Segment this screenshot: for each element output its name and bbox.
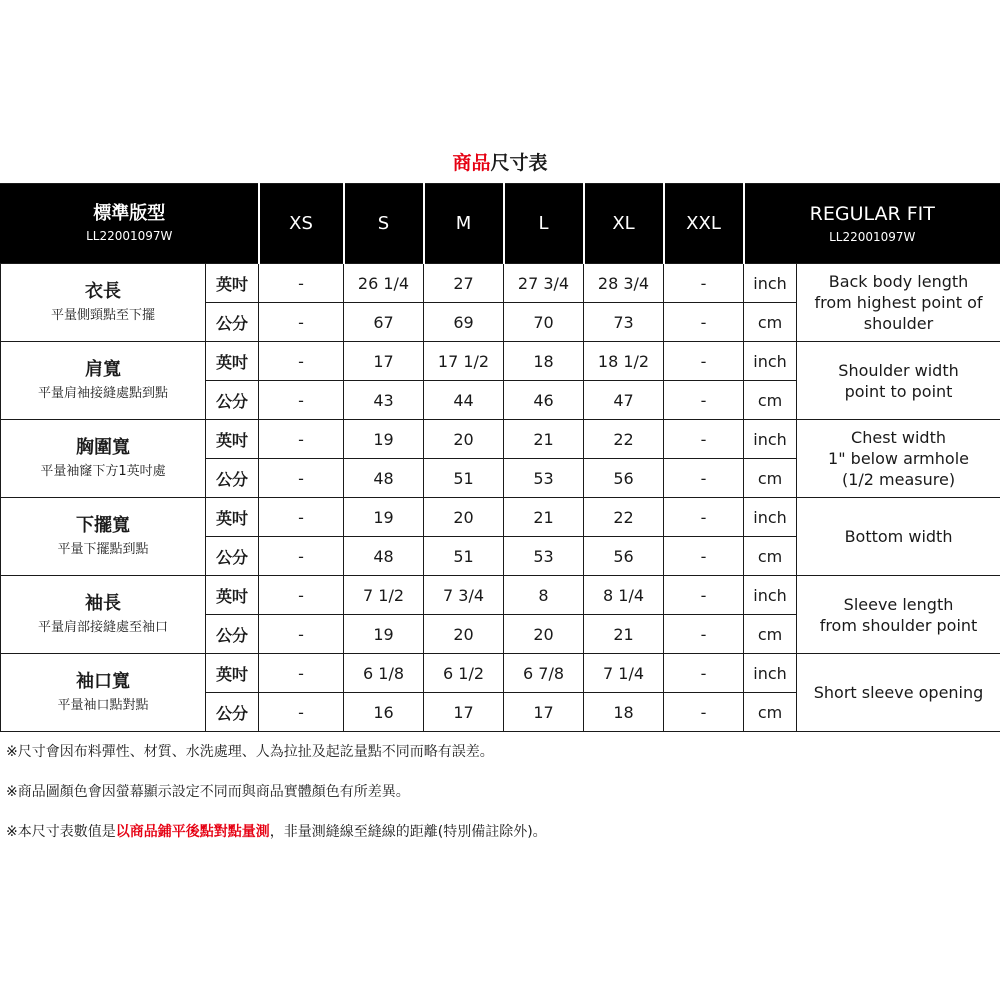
unit-inch-zh: 英吋 bbox=[206, 654, 259, 693]
header-fit-cell bbox=[1, 184, 259, 264]
measurement-name: 下擺寬 bbox=[76, 515, 130, 536]
measurement-desc-line: 1" below armhole bbox=[828, 449, 969, 468]
table-row bbox=[1, 654, 1000, 693]
value-cm-xl: 47 bbox=[584, 381, 664, 420]
value-cm-l: 70 bbox=[504, 303, 584, 342]
value-cm-l: 17 bbox=[504, 693, 584, 732]
measurement-desc-line: (1/2 measure) bbox=[841, 470, 956, 489]
measurement-method: 平量肩袖接縫處點到點 bbox=[37, 386, 168, 401]
size-header-xl: XL bbox=[584, 184, 664, 264]
note-measurement-pre: ※本尺寸表數值是 bbox=[6, 824, 116, 840]
value-inch-xs: - bbox=[259, 264, 344, 303]
value-cm-s: 19 bbox=[344, 615, 424, 654]
measurement-name: 胸圍寬 bbox=[76, 437, 130, 458]
unit-cm-zh: 公分 bbox=[206, 537, 259, 576]
value-cm-s: 16 bbox=[344, 693, 424, 732]
measurement-method: 平量袖口點對點 bbox=[57, 698, 149, 713]
unit-cm-en: cm bbox=[744, 693, 797, 732]
measurement-desc-en bbox=[797, 576, 1000, 654]
value-inch-s: 7 1/2 bbox=[344, 576, 424, 615]
measurement-desc-line: from shoulder point bbox=[819, 615, 978, 635]
measurement-desc-line: point to point bbox=[844, 381, 953, 401]
value-cm-m: 51 bbox=[424, 537, 504, 576]
unit-cm-zh: 公分 bbox=[206, 381, 259, 420]
measurement-desc-line: Sleeve length bbox=[843, 594, 954, 614]
value-cm-s: 67 bbox=[344, 303, 424, 342]
value-cm-xl: 21 bbox=[584, 615, 664, 654]
unit-inch-zh: 英吋 bbox=[206, 342, 259, 381]
measurement-name-cell bbox=[1, 498, 206, 576]
value-inch-m: 27 bbox=[424, 264, 504, 303]
table-row bbox=[1, 264, 1000, 303]
table-row bbox=[1, 576, 1000, 615]
measurement-desc-en bbox=[797, 342, 1000, 420]
value-cm-xxl: - bbox=[664, 615, 744, 654]
unit-cm-en: cm bbox=[744, 537, 797, 576]
measurement-method: 平量下擺點到點 bbox=[57, 542, 149, 557]
value-cm-xl: 73 bbox=[584, 303, 664, 342]
value-inch-l: 21 bbox=[504, 420, 584, 459]
measurement-desc-line: Back body length bbox=[828, 272, 969, 291]
value-inch-m: 7 3/4 bbox=[424, 576, 504, 615]
value-cm-xxl: - bbox=[664, 381, 744, 420]
note-tolerance: ※尺寸會因布料彈性、材質、水洗處理、人為拉扯及起訖量點不同而略有誤差。 bbox=[6, 744, 494, 760]
unit-cm-zh: 公分 bbox=[206, 693, 259, 732]
measurement-name: 袖口寬 bbox=[76, 671, 130, 692]
value-cm-xl: 56 bbox=[584, 459, 664, 498]
size-chart-body bbox=[1, 264, 1000, 732]
fit-label-en: REGULAR FIT bbox=[809, 202, 935, 225]
unit-cm-en: cm bbox=[744, 615, 797, 654]
size-header-l: L bbox=[504, 184, 584, 264]
value-cm-xs: - bbox=[259, 537, 344, 576]
value-cm-m: 51 bbox=[424, 459, 504, 498]
note-measurement-post: ，非量測縫線至縫線的距離(特別備註除外)。 bbox=[269, 824, 547, 840]
value-inch-xxl: - bbox=[664, 264, 744, 303]
measurement-desc-line: Short sleeve opening bbox=[813, 683, 984, 702]
unit-cm-zh: 公分 bbox=[206, 303, 259, 342]
value-inch-xs: - bbox=[259, 342, 344, 381]
unit-inch-zh: 英吋 bbox=[206, 498, 259, 537]
value-inch-xxl: - bbox=[664, 342, 744, 381]
value-inch-xs: - bbox=[259, 420, 344, 459]
measurement-desc-line: from highest point of bbox=[814, 293, 983, 312]
value-cm-xs: - bbox=[259, 615, 344, 654]
unit-inch-en: inch bbox=[744, 654, 797, 693]
size-header-xs: XS bbox=[259, 184, 344, 264]
unit-inch-en: inch bbox=[744, 420, 797, 459]
value-inch-m: 20 bbox=[424, 498, 504, 537]
value-inch-m: 20 bbox=[424, 420, 504, 459]
value-inch-xl: 28 3/4 bbox=[584, 264, 664, 303]
value-cm-l: 46 bbox=[504, 381, 584, 420]
value-cm-xs: - bbox=[259, 459, 344, 498]
measurement-name: 袖長 bbox=[85, 593, 121, 614]
value-inch-xxl: - bbox=[664, 576, 744, 615]
page-title-rest: 尺寸表 bbox=[490, 152, 548, 174]
unit-cm-en: cm bbox=[744, 459, 797, 498]
value-inch-s: 19 bbox=[344, 420, 424, 459]
value-cm-xxl: - bbox=[664, 693, 744, 732]
value-inch-xl: 18 1/2 bbox=[584, 342, 664, 381]
header-row bbox=[1, 184, 1000, 264]
value-cm-m: 20 bbox=[424, 615, 504, 654]
measurement-name-cell bbox=[1, 576, 206, 654]
value-inch-xl: 7 1/4 bbox=[584, 654, 664, 693]
unit-inch-en: inch bbox=[744, 498, 797, 537]
measurement-name-cell bbox=[1, 654, 206, 732]
unit-cm-zh: 公分 bbox=[206, 459, 259, 498]
value-inch-l: 18 bbox=[504, 342, 584, 381]
size-chart-table bbox=[0, 183, 1000, 732]
value-cm-xxl: - bbox=[664, 537, 744, 576]
fit-label-zh: 標準版型 bbox=[93, 202, 166, 224]
table-row bbox=[1, 498, 1000, 537]
measurement-method: 平量袖窿下方1英吋處 bbox=[40, 464, 166, 479]
value-inch-xxl: - bbox=[664, 498, 744, 537]
model-number-left: LL22001097W bbox=[86, 228, 173, 243]
value-inch-xl: 8 1/4 bbox=[584, 576, 664, 615]
measurement-desc-en bbox=[797, 498, 1000, 576]
note-color: ※商品圖顏色會因螢幕顯示設定不同而與商品實體顏色有所差異。 bbox=[6, 784, 410, 800]
value-cm-xs: - bbox=[259, 303, 344, 342]
value-cm-s: 43 bbox=[344, 381, 424, 420]
value-cm-m: 17 bbox=[424, 693, 504, 732]
value-inch-s: 19 bbox=[344, 498, 424, 537]
value-inch-s: 26 1/4 bbox=[344, 264, 424, 303]
note-measurement bbox=[6, 822, 996, 842]
measurement-desc-en bbox=[797, 264, 1000, 342]
value-cm-l: 53 bbox=[504, 459, 584, 498]
value-inch-xs: - bbox=[259, 576, 344, 615]
measurement-method: 平量側頸點至下擺 bbox=[50, 308, 155, 323]
value-inch-l: 27 3/4 bbox=[504, 264, 584, 303]
unit-inch-zh: 英吋 bbox=[206, 264, 259, 303]
unit-cm-en: cm bbox=[744, 303, 797, 342]
measurement-name: 衣長 bbox=[85, 281, 121, 302]
model-number-right: LL22001097W bbox=[829, 229, 916, 244]
value-cm-xs: - bbox=[259, 693, 344, 732]
unit-inch-en: inch bbox=[744, 576, 797, 615]
measurement-name: 肩寬 bbox=[85, 359, 121, 380]
value-cm-m: 69 bbox=[424, 303, 504, 342]
unit-inch-zh: 英吋 bbox=[206, 420, 259, 459]
size-header-m: M bbox=[424, 184, 504, 264]
value-cm-xl: 18 bbox=[584, 693, 664, 732]
value-inch-xl: 22 bbox=[584, 498, 664, 537]
measurement-desc-line: Shoulder width bbox=[838, 360, 959, 380]
value-cm-m: 44 bbox=[424, 381, 504, 420]
unit-inch-zh: 英吋 bbox=[206, 576, 259, 615]
value-inch-xs: - bbox=[259, 498, 344, 537]
value-inch-s: 17 bbox=[344, 342, 424, 381]
notes bbox=[6, 742, 996, 862]
value-inch-m: 17 1/2 bbox=[424, 342, 504, 381]
size-header-xxl: XXL bbox=[664, 184, 744, 264]
measurement-name-cell bbox=[1, 342, 206, 420]
value-cm-s: 48 bbox=[344, 459, 424, 498]
value-inch-s: 6 1/8 bbox=[344, 654, 424, 693]
value-cm-l: 53 bbox=[504, 537, 584, 576]
value-inch-xs: - bbox=[259, 654, 344, 693]
header-fit-en-cell bbox=[744, 184, 1000, 264]
value-inch-xl: 22 bbox=[584, 420, 664, 459]
unit-cm-zh: 公分 bbox=[206, 615, 259, 654]
measurement-desc-en bbox=[797, 420, 1000, 498]
value-cm-s: 48 bbox=[344, 537, 424, 576]
value-cm-l: 20 bbox=[504, 615, 584, 654]
page-title bbox=[0, 150, 1000, 176]
value-cm-xxl: - bbox=[664, 459, 744, 498]
value-inch-m: 6 1/2 bbox=[424, 654, 504, 693]
value-cm-xs: - bbox=[259, 381, 344, 420]
unit-cm-en: cm bbox=[744, 381, 797, 420]
value-inch-xxl: - bbox=[664, 420, 744, 459]
unit-inch-en: inch bbox=[744, 342, 797, 381]
note-measurement-highlight: 以商品鋪平後點對點量測 bbox=[115, 824, 270, 840]
value-inch-l: 6 7/8 bbox=[504, 654, 584, 693]
value-cm-xl: 56 bbox=[584, 537, 664, 576]
measurement-desc-line: shoulder bbox=[863, 314, 934, 333]
measurement-desc-en bbox=[797, 654, 1000, 732]
value-inch-xxl: - bbox=[664, 654, 744, 693]
measurement-method: 平量肩部接縫處至袖口 bbox=[37, 620, 168, 635]
measurement-name-cell bbox=[1, 264, 206, 342]
measurement-desc-line: Chest width bbox=[851, 428, 946, 447]
size-header-s: S bbox=[344, 184, 424, 264]
unit-inch-en: inch bbox=[744, 264, 797, 303]
measurement-desc-line: Bottom width bbox=[844, 527, 953, 546]
table-row bbox=[1, 420, 1000, 459]
value-inch-l: 21 bbox=[504, 498, 584, 537]
page-title-highlight: 商品 bbox=[452, 152, 491, 174]
value-inch-l: 8 bbox=[504, 576, 584, 615]
value-cm-xxl: - bbox=[664, 303, 744, 342]
measurement-name-cell bbox=[1, 420, 206, 498]
table-row bbox=[1, 342, 1000, 381]
